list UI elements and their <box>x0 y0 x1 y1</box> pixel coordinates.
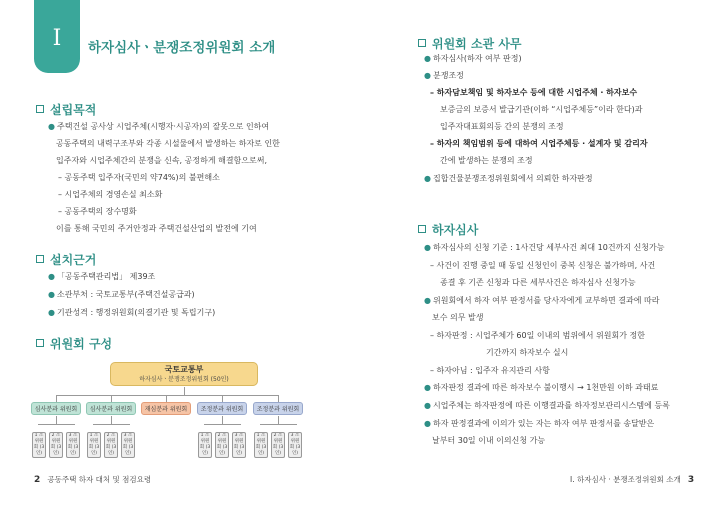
org-connector <box>278 416 279 424</box>
duties-line-5: 입주자대표회의등 간의 분쟁의 조정 <box>440 122 564 131</box>
basis-line-1: ● 「공동주택관리법」 제39조 <box>48 272 156 281</box>
duties-line-8: ● 집합건물분쟁조정위원회에서 의뢰한 하자판정 <box>424 174 593 183</box>
committee-mediation-2: 조정분과 위원회 <box>253 402 303 415</box>
section-basis-heading: 설치근거 <box>36 251 96 268</box>
square-bullet-icon <box>418 39 426 47</box>
duties-line-4: 보증금의 보증서 발급기관(이하 “시업주체등”이라 한다)과 <box>440 105 643 114</box>
review-line-1: ● 하자심사의 신청 기준 : 1사건당 세부사건 최대 10건까지 신청가능 <box>424 243 665 252</box>
org-top-subtitle: 하자심사ㆍ분쟁조정위원회 (50인) <box>139 376 229 383</box>
subcommittee-box: 1 소위원회 (3인) <box>255 433 267 456</box>
page-number: 3 <box>687 475 695 485</box>
subcommittee-box: 2 소위원회 (3인) <box>50 433 62 456</box>
section-review-heading: 하자심사 <box>418 221 478 238</box>
page-number: 2 <box>34 475 41 485</box>
org-connector <box>260 424 297 425</box>
review-line-11: ● 하자 판정결과에 이의가 있는 자는 하자 여부 판정서를 송달받은 <box>424 419 655 428</box>
subcommittee-box: 1 소위원회 (3인) <box>199 433 211 456</box>
right-footer <box>570 474 694 485</box>
purpose-line-1: ● 주택건설 공사상 시업주체(시행자·시공자)의 잘못으로 인하여 <box>48 122 270 131</box>
footer-title: 공동주택 하자 대처 및 점검요령 <box>47 475 152 484</box>
committee-mediation-1: 조정분과 위원회 <box>197 402 247 415</box>
purpose-line-5: – 시업주체의 경영손실 최소화 <box>58 190 163 199</box>
chapter-title: 하자심사ㆍ분쟁조정위원회 소개 <box>88 40 276 56</box>
review-line-8: – 하자아님 : 입주자 유지관리 사항 <box>430 366 550 375</box>
review-line-6: – 하자판정 : 시업주체가 60일 이내의 범위에서 위원회가 정한 <box>430 331 645 340</box>
dot-bullet-icon: ● <box>424 401 431 410</box>
org-connector <box>38 424 75 425</box>
basis-line-3: ● 기관성격 : 행정위원회(의결기관 및 독립기구) <box>48 308 216 317</box>
dot-bullet-icon: ● <box>424 174 431 183</box>
duties-line-6: – 하자의 책임범위 등에 대하여 시업주체등 · 설계자 및 감리자 <box>430 139 648 148</box>
org-connector <box>204 424 241 425</box>
review-line-3: 종결 후 기존 신청과 다른 세부사건은 하자심사 신청가능 <box>440 278 636 287</box>
dot-bullet-icon: ● <box>424 243 431 252</box>
org-connector <box>166 395 167 402</box>
square-bullet-icon <box>36 339 44 347</box>
duties-line-2: ● 분쟁조정 <box>424 71 464 80</box>
org-connector <box>93 424 130 425</box>
basis-line-2: ● 소관부처 : 국토교통부(주택건설공급과) <box>48 290 195 299</box>
dot-bullet-icon: ● <box>424 383 431 392</box>
subcommittee-box: 2 소위원회 (3인) <box>216 433 228 456</box>
purpose-line-6: – 공동주택의 장수명화 <box>58 207 137 216</box>
section-duties-heading: 위원회 소관 사무 <box>418 35 522 52</box>
org-connector <box>56 416 57 424</box>
subcommittee-box: 3 소위원회 (3인) <box>233 433 245 456</box>
square-bullet-icon <box>36 105 44 113</box>
subcommittee-box: 1 소위원회 (3인) <box>88 433 100 456</box>
duties-line-7: 간에 발생하는 분쟁의 조정 <box>440 156 533 165</box>
org-connector <box>184 387 185 395</box>
org-connector <box>222 416 223 424</box>
committee-rereview: 재심분과 위원회 <box>141 402 191 415</box>
org-connector <box>56 395 278 396</box>
org-top-box <box>110 362 258 386</box>
subcommittee-box: 3 소위원회 (3인) <box>67 433 79 456</box>
footer-title: Ⅰ. 하자심사 · 분쟁조정위원회 소개 <box>570 475 681 484</box>
org-connector <box>111 416 112 424</box>
org-connector <box>222 395 223 402</box>
subcommittee-box: 1 소위원회 (3인) <box>33 433 45 456</box>
org-top-title: 국토교통부 <box>164 365 204 374</box>
committee-review-1: 심사분과 위원회 <box>31 402 81 415</box>
dot-bullet-icon: ● <box>424 419 431 428</box>
right-page <box>360 0 720 514</box>
org-connector <box>56 395 57 402</box>
duties-line-3: – 하자담보책임 및 하자보수 등에 대한 시업주체 · 하자보수 <box>430 88 638 97</box>
dot-bullet-icon: ● <box>48 122 55 131</box>
subcommittee-box: 2 소위원회 (3인) <box>105 433 117 456</box>
committee-review-2: 심사분과 위원회 <box>86 402 136 415</box>
square-bullet-icon <box>36 255 44 263</box>
chapter-number: I <box>52 26 62 51</box>
subcommittee-box: 2 소위원회 (3인) <box>272 433 284 456</box>
left-footer <box>34 474 151 485</box>
review-line-2: – 사건이 진행 중일 때 동일 신청인이 중복 신청은 불가하며, 사건 <box>430 261 656 270</box>
dot-bullet-icon: ● <box>424 296 431 305</box>
review-line-7: 기간까지 하자보수 실시 <box>486 348 569 357</box>
section-purpose-heading: 설립목적 <box>36 101 96 118</box>
purpose-line-4: – 공동주택 입주자(국민의 약74%)의 불편해소 <box>58 173 220 182</box>
subcommittee-box: 3 소위원회 (3인) <box>122 433 134 456</box>
review-line-12: 날부터 30일 이내 이의신청 가능 <box>432 436 546 445</box>
dot-bullet-icon: ● <box>48 290 55 299</box>
chapter-tab <box>34 0 80 73</box>
dot-bullet-icon: ● <box>424 71 431 80</box>
section-org-heading: 위원회 구성 <box>36 335 112 352</box>
review-line-4: ● 위원회에서 하자 여부 판정서를 당사자에게 교부하면 결과에 따라 <box>424 296 660 305</box>
dot-bullet-icon: ● <box>424 54 431 63</box>
duties-line-1: ● 하자심사(하자 여부 판정) <box>424 54 522 63</box>
dot-bullet-icon: ● <box>48 272 55 281</box>
org-connector <box>111 395 112 402</box>
review-line-10: ● 시업주체는 하자판정에 따른 이행결과를 하자정보관리시스템에 등록 <box>424 401 670 410</box>
purpose-line-7: 이를 통해 국민의 주거안정과 주택건설산업의 발전에 기여 <box>56 224 257 233</box>
review-line-9: ● 하자판정 결과에 따른 하자보수 불이행시 → 1천만원 이하 과태료 <box>424 383 659 392</box>
review-line-5: 보수 의무 발생 <box>432 313 484 322</box>
subcommittee-box: 3 소위원회 (3인) <box>289 433 301 456</box>
dot-bullet-icon: ● <box>48 308 55 317</box>
square-bullet-icon <box>418 225 426 233</box>
purpose-line-3: 입주자와 시업주체간의 분쟁을 신속, 공정하게 해결함으로써, <box>56 156 267 165</box>
org-connector <box>278 395 279 402</box>
purpose-line-2: 공동주택의 내력구조부와 각종 시설물에서 발생하는 하자로 인한 <box>56 139 280 148</box>
